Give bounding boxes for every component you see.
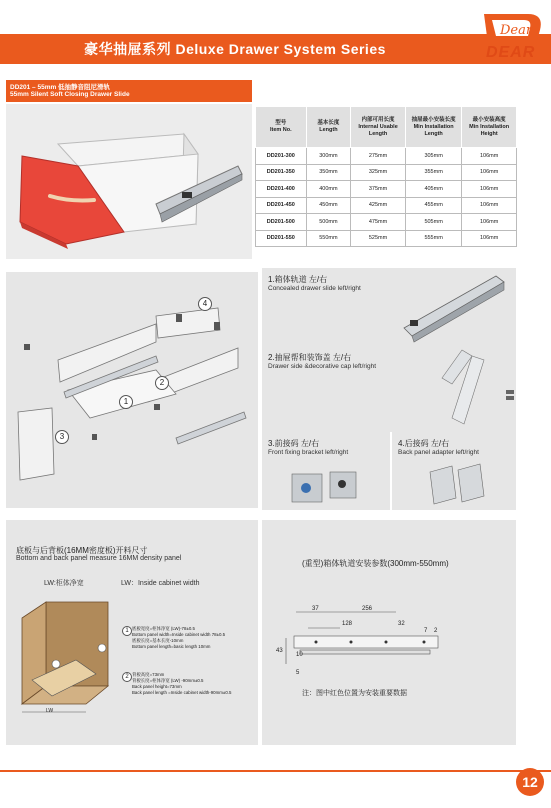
logo-text: DEAR [486, 44, 536, 61]
note1-line: 底板长度=基本长度-10mm [132, 638, 184, 643]
note2-line: 背板长度=柜体净宽 (LW) -90mm±0.5 [132, 678, 204, 683]
spec-table [255, 106, 517, 247]
table-cell: 106mm [462, 148, 517, 165]
part3-label-en: Front fixing bracket left/right [268, 449, 349, 456]
table-cell: 275mm [351, 148, 406, 165]
table-cell: 425mm [351, 197, 406, 214]
front-bracket-image [282, 462, 372, 508]
table-cell: DD201-400 [256, 181, 307, 198]
drawer-side-image [432, 348, 516, 432]
table-cell: DD201-350 [256, 164, 307, 181]
install-diagram [276, 598, 506, 688]
page-number: 12 [516, 768, 544, 796]
dim-43: 43 [276, 648, 283, 654]
table-cell: 525mm [351, 230, 406, 247]
table-cell: 505mm [405, 214, 461, 231]
part2-panel [262, 346, 516, 432]
note2-num: 2 [122, 672, 132, 682]
part4-label-zh: 4.后接码 左/右 [398, 439, 450, 448]
table-cell: 400mm [306, 181, 351, 198]
note1-line: Bottom panel length=basic length 10mm [132, 644, 211, 649]
col-header-min-install-height: 最小安装高度 Min Installation Height [462, 107, 517, 148]
lw-en: LW：Inside cabinet width [121, 580, 200, 587]
table-cell: 106mm [462, 164, 517, 181]
part2-label-zh: 2.抽屉帮和装饰盖 左/右 [268, 353, 352, 362]
page-title: 豪华抽屉系列 Deluxe Drawer System Series [84, 41, 386, 57]
table-cell: DD201-300 [256, 148, 307, 165]
dim-37: 37 [312, 606, 319, 612]
table-row [256, 230, 517, 247]
col-header-length: 基本长度 Length [306, 107, 351, 148]
table-row [256, 181, 517, 198]
dim-10: 10 [296, 652, 303, 658]
part1-label-zh: 1.箱体轨道 左/右 [268, 275, 328, 284]
product-title-zh: DD201 – 55mm 低抽静音阻尼滑轨 [10, 84, 111, 91]
table-cell: 555mm [405, 230, 461, 247]
table-cell: DD201-450 [256, 197, 307, 214]
note1-line: Bottom panel width=Inside cabinet width 78±0.5 [132, 632, 226, 637]
table-cell: 106mm [462, 197, 517, 214]
part1-panel [262, 268, 516, 348]
drawer-photo-panel [6, 104, 252, 259]
dim-128: 128 [342, 621, 353, 627]
table-row [256, 164, 517, 181]
table-cell: 106mm [462, 230, 517, 247]
dim-32: 32 [398, 621, 405, 627]
cutting-title-zh: 底板与后背板(16MM密度板)开料尺寸 [16, 546, 148, 555]
callout-1: 1 [119, 395, 133, 409]
drawer-image [6, 104, 252, 259]
table-cell: DD201-500 [256, 214, 307, 231]
exploded-diagram [6, 272, 258, 508]
install-params-panel [262, 520, 516, 745]
note1-line: 底板宽度=柜体净宽 (LW)-78±0.5 [132, 626, 195, 631]
part4-label-en: Back panel adapter left/right [398, 449, 479, 456]
table-cell: 106mm [462, 181, 517, 198]
install-title: (重型)箱体轨道安装参数(300mm-550mm) [302, 559, 449, 568]
col-header-min-install-length: 抽屉最小安装长度 Min Installation Length [405, 107, 461, 148]
note2-line: Back panel length =Inside cabinet width-90mm±0.5 [132, 690, 232, 695]
table-cell: 350mm [306, 164, 351, 181]
table-cell: 305mm [405, 148, 461, 165]
callout-3: 3 [55, 430, 69, 444]
note1-num: 1 [122, 626, 132, 636]
spec-table-header [256, 107, 517, 148]
svg-text:Dear: Dear [500, 23, 533, 38]
col-header-internal-length: 内部可用长度 Internal Usable Length [351, 107, 406, 148]
table-cell: 450mm [306, 197, 351, 214]
col-header-item-no: 型号 Item No. [256, 107, 307, 148]
callout-2: 2 [155, 376, 169, 390]
table-row [256, 197, 517, 214]
table-cell: 405mm [405, 181, 461, 198]
table-cell: 106mm [462, 214, 517, 231]
table-row [256, 214, 517, 231]
product-title-bar [6, 80, 252, 102]
table-cell: 375mm [351, 181, 406, 198]
install-note: 注：图中红色位置为安装重要数据 [302, 690, 407, 697]
table-cell: 455mm [405, 197, 461, 214]
dim-5: 5 [296, 670, 300, 676]
note2-text [132, 672, 231, 696]
footer-line [0, 770, 551, 772]
back-adapter-image [422, 462, 492, 508]
cutting-title-en: Bottom and back panel measure 16MM density panel [16, 555, 182, 562]
exploded-view-panel [6, 272, 258, 508]
dim-7: 7 [424, 628, 428, 634]
callout-4: 4 [198, 297, 212, 311]
note2-line: 背板高度=73mm [132, 672, 165, 677]
part3-label-zh: 3.前接码 左/右 [268, 439, 320, 448]
cutting-size-panel [6, 520, 258, 745]
note2-line: Back panel height=73mm [132, 684, 182, 689]
concealed-slide-image [390, 268, 516, 348]
table-cell: 475mm [351, 214, 406, 231]
lw-dim-label: LW [46, 708, 54, 714]
part1-label-en: Concealed drawer slide left/right [268, 285, 361, 292]
part2-label-en: Drawer side &decorative cap left/right [268, 363, 377, 370]
lw-zh: LW:柜体净宽 [44, 580, 84, 587]
dim-2: 2 [434, 628, 438, 634]
dim-256: 256 [362, 606, 373, 612]
table-row [256, 148, 517, 165]
table-cell: 300mm [306, 148, 351, 165]
part3-panel [262, 432, 390, 510]
table-cell: 500mm [306, 214, 351, 231]
table-cell: 550mm [306, 230, 351, 247]
cabinet-image [16, 600, 116, 720]
note1-text [132, 626, 225, 650]
product-title-en: 55mm Silent Soft Closing Drawer Slide [10, 91, 130, 98]
table-cell: 325mm [351, 164, 406, 181]
part4-panel [392, 432, 516, 510]
table-cell: DD201-550 [256, 230, 307, 247]
table-cell: 355mm [405, 164, 461, 181]
